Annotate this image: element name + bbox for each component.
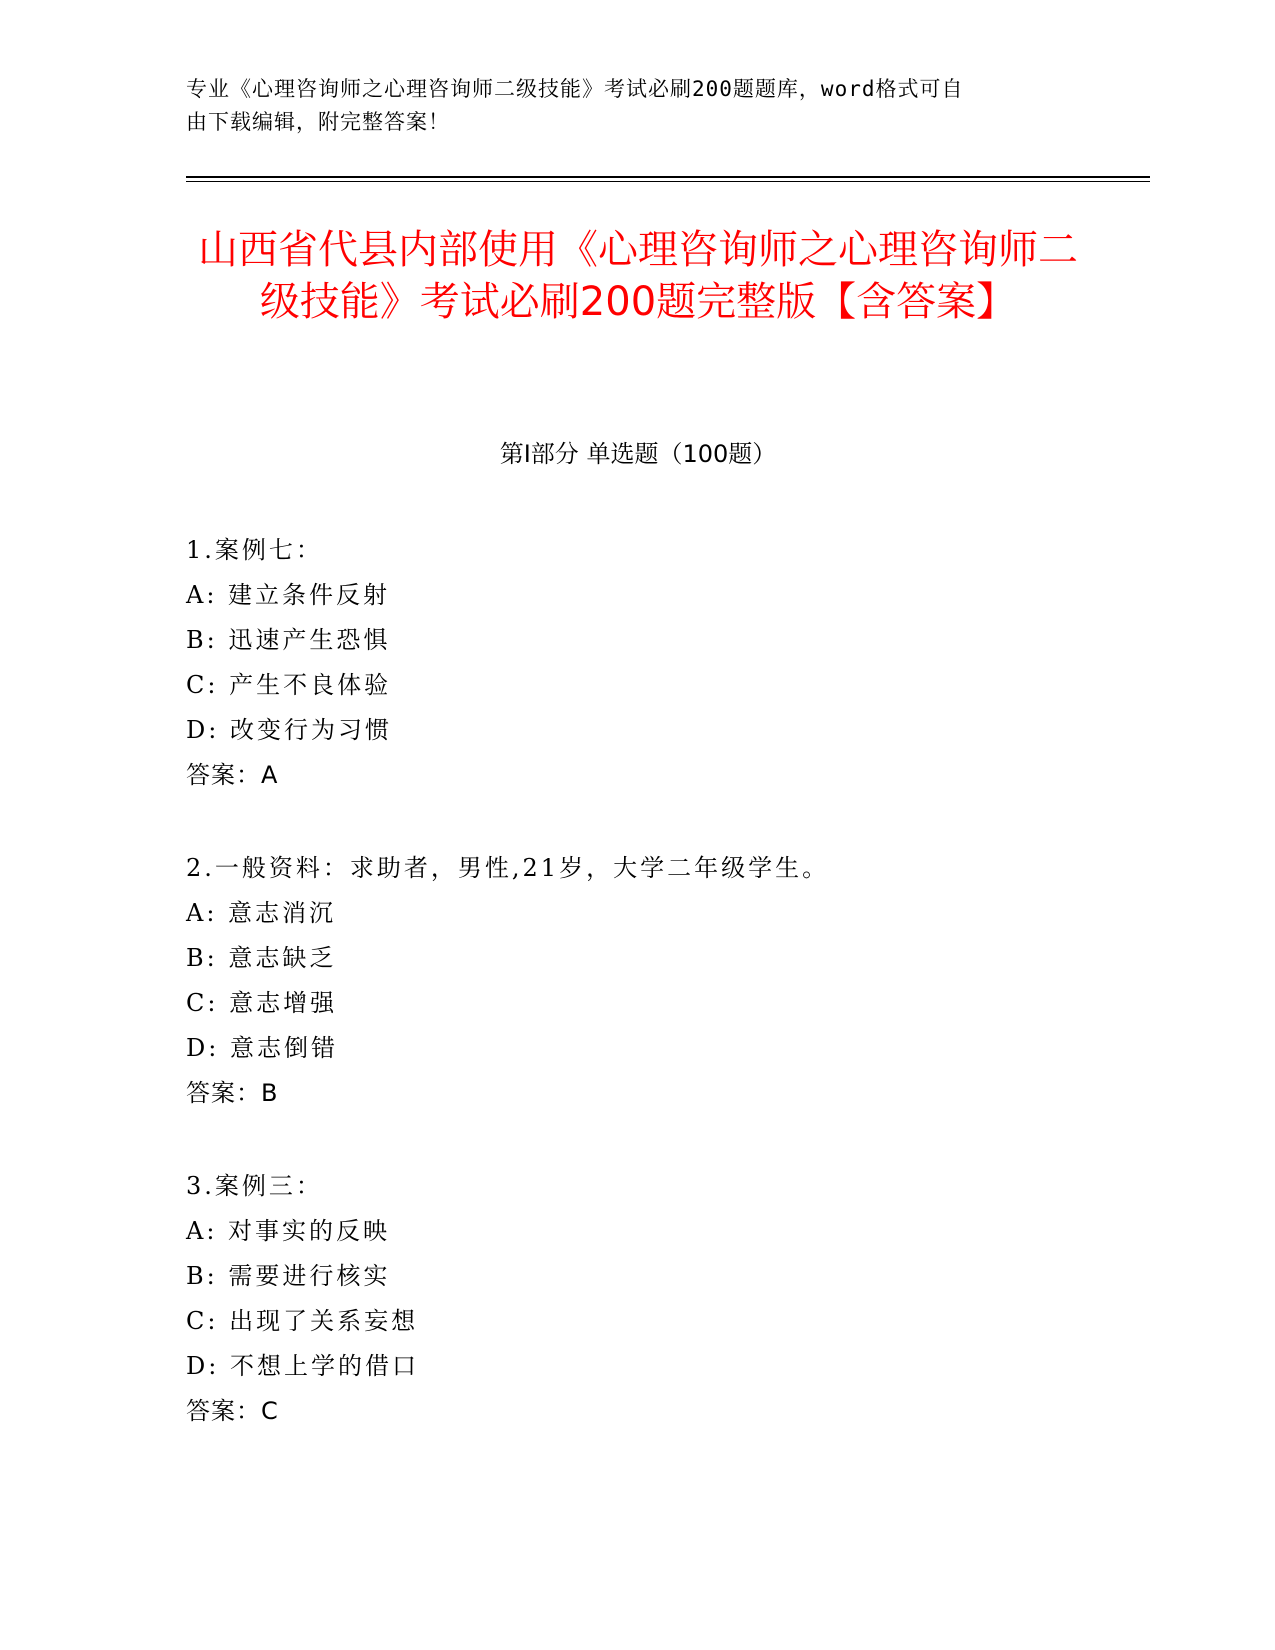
question-stem: 1.案例七： — [186, 536, 323, 564]
option-b: B: 需要进行核实 — [186, 1262, 391, 1290]
answer-line: 答案：C — [186, 1397, 279, 1425]
option-a: A: 意志消沉 — [186, 899, 337, 927]
question-block — [186, 528, 1086, 798]
question-stem: 3.案例三： — [186, 1172, 323, 1200]
section-heading: 第Ⅰ部分 单选题（100题） — [499, 440, 777, 468]
option-c: C: 产生不良体验 — [186, 671, 392, 699]
option-c: C: 意志增强 — [186, 989, 338, 1017]
option-a: A: 对事实的反映 — [186, 1217, 391, 1245]
intro-text — [186, 73, 1066, 139]
option-b: B: 意志缺乏 — [186, 944, 337, 972]
intro-line: 专业《心理咨询师之心理咨询师二级技能》考试必刷200题题库，word格式可自 — [186, 77, 964, 101]
header-divider-thick — [186, 176, 1150, 178]
option-b: B: 迅速产生恐惧 — [186, 626, 391, 654]
answer-line: 答案：B — [186, 1079, 279, 1107]
question-stem: 2.一般资料：求助者，男性,21岁，大学二年级学生。 — [186, 854, 830, 882]
option-c: C: 出现了关系妄想 — [186, 1307, 419, 1335]
option-d: D: 意志倒错 — [186, 1034, 338, 1062]
option-a: A: 建立条件反射 — [186, 581, 391, 609]
document-title: 山西省代县内部使用《心理咨询师之心理咨询师二级技能》考试必刷200题完整版【含答案】 — [198, 227, 1078, 325]
option-d: D: 改变行为习惯 — [186, 716, 392, 744]
intro-line: 由下载编辑，附完整答案！ — [186, 110, 450, 134]
answer-line: 答案：A — [186, 761, 279, 789]
question-block — [186, 846, 1086, 1116]
header-divider-thin — [186, 181, 1150, 182]
question-block — [186, 1164, 1086, 1434]
option-d: D: 不想上学的借口 — [186, 1352, 419, 1380]
